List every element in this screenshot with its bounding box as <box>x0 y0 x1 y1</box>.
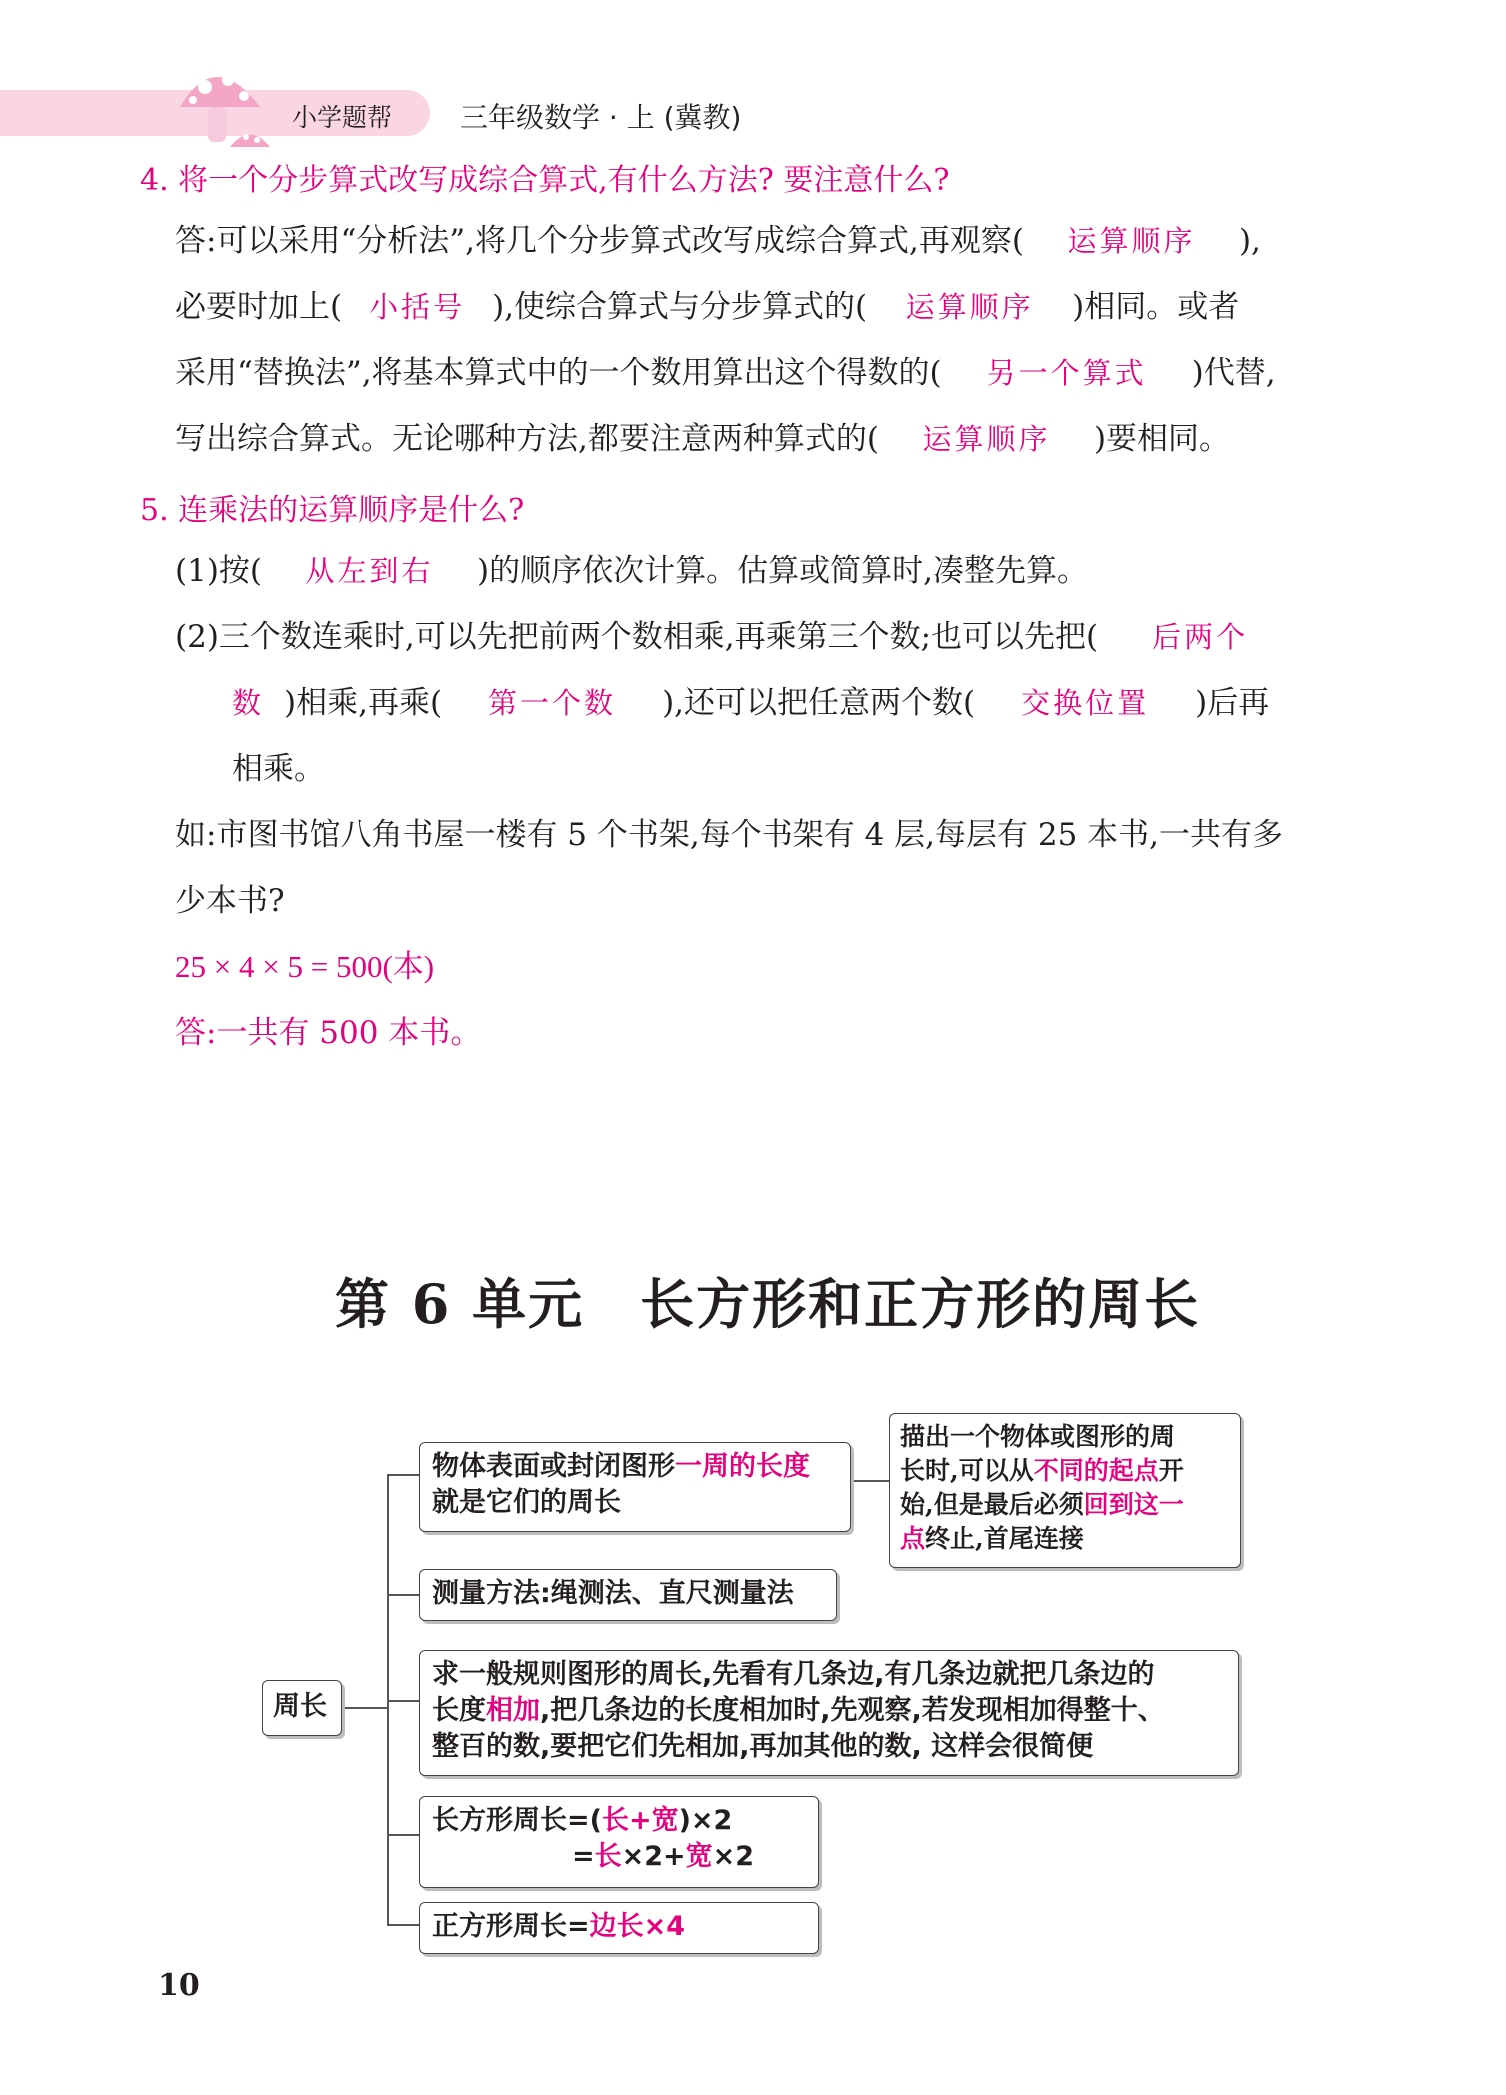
mindmap-definition: 物体表面或封闭图形一周的长度 就是它们的周长 <box>419 1442 851 1532</box>
mushroom-icon <box>160 52 280 152</box>
mindmap-square-formula: 正方形周长=边长×4 <box>419 1902 819 1954</box>
q5-example-line-2: 少本书? <box>175 883 285 919</box>
connector <box>387 1834 419 1836</box>
connector <box>387 1924 419 1926</box>
q4-line-3: 采用“替换法”,将基本算式中的一个数用算出这个得数的( 另一个算式 )代替, <box>175 355 1276 391</box>
unit-title: 第 6 单元 长方形和正方形的周长 <box>335 1272 1201 1336</box>
connector <box>340 1707 388 1709</box>
connector <box>387 1700 419 1702</box>
header-title: 三年级数学 · 上 (冀教) <box>460 101 742 134</box>
q5-calculation: 25 × 4 × 5 = 500(本) <box>175 949 435 984</box>
mindmap-general-rule: 求一般规则图形的周长,先看有几条边,有几条边就把几条边的 长度相加,把几条边的长度相加时,先观察,若发现相加得整十、 整百的数,要把它们先相加,再加其他的数, 这样会很简便 <box>419 1650 1239 1776</box>
q5-answer: 答:一共有 500 本书。 <box>175 1015 482 1051</box>
q4-line-1: 答:可以采用“分析法”,将几个分步算式改写成综合算式,再观察( 运算顺序 ), <box>175 223 1261 259</box>
q5-part-2-line-1: (2)三个数连乘时,可以先把前两个数相乘,再乘第三个数;也可以先把( 后两个 <box>175 619 1249 655</box>
q4-line-2: 必要时加上( 小括号 ),使综合算式与分步算式的( 运算顺序 )相同。或者 <box>175 289 1240 325</box>
page-number: 10 <box>158 1968 200 2003</box>
question-5: 5. 连乘法的运算顺序是什么? <box>140 493 525 528</box>
q5-part-2-line-3: 相乘。 <box>232 751 325 787</box>
mindmap-rectangle-formula: 长方形周长=(长+宽)×2 =长×2+宽×2 <box>419 1796 819 1888</box>
connector <box>387 1594 419 1596</box>
connector <box>387 1474 419 1476</box>
mindmap-note: 描出一个物体或图形的周 长时,可以从不同的起点开 始,但是最后必须回到这一 点终止,首尾连接 <box>889 1413 1241 1568</box>
q5-part-1: (1)按( 从左到右 )的顺序依次计算。估算或简算时,凑整先算。 <box>175 553 1088 589</box>
mindmap-measure-method: 测量方法:绳测法、直尺测量法 <box>419 1569 837 1621</box>
q4-line-4: 写出综合算式。无论哪种方法,都要注意两种算式的( 运算顺序 )要相同。 <box>175 421 1231 457</box>
mindmap-root: 周长 <box>262 1680 342 1736</box>
header-tag: 小学题帮 <box>292 103 393 132</box>
connector <box>851 1480 889 1482</box>
q5-part-2-line-2: 数 )相乘,再乘( 第一个数 ),还可以把任意两个数( 交换位置 )后再 <box>232 685 1270 721</box>
q5-example-line-1: 如:市图书馆八角书屋一楼有 5 个书架,每个书架有 4 层,每层有 25 本书,一共有多 <box>175 817 1284 853</box>
question-4: 4. 将一个分步算式改写成综合算式,有什么方法? 要注意什么? <box>140 163 950 198</box>
